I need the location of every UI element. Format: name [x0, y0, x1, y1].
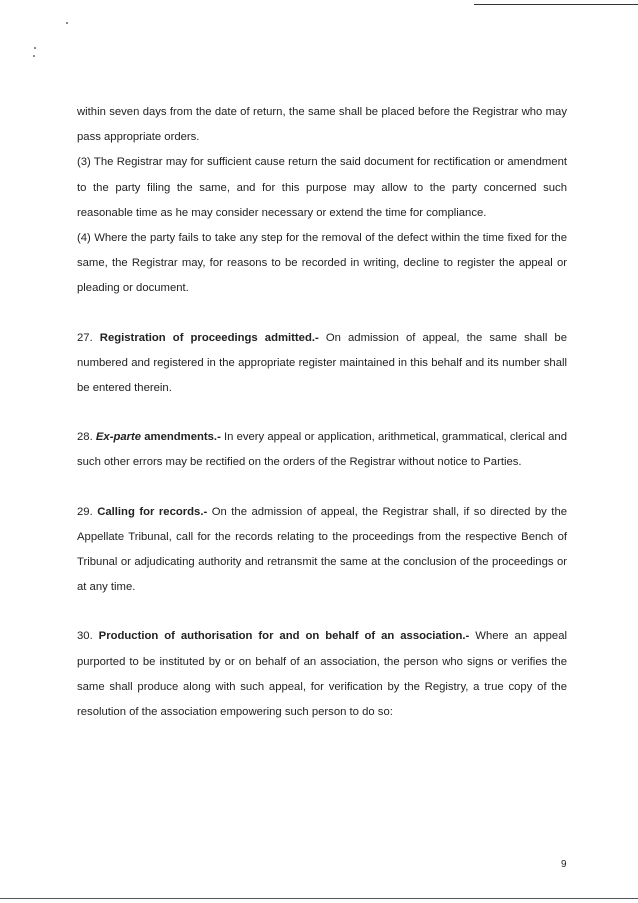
section-heading: Production of authorisation for and on behalf of an association.- [98, 630, 470, 643]
section-body: In every appeal or application, arithmetical, grammatical, clerical and such other errors may be rectified on the orders of the Registrar without notice to Parties. [77, 431, 567, 469]
section-body: Where an appeal purported to be instituted by or on behalf of an association, the person who signs or verifies the same shall produce along with such appeal, for verification by the Registry, a true copy of the resolution of the association empowering such person to do so: [77, 630, 567, 719]
section-body: On admission of appeal, the same shall be numbered and registered in the appropriate register maintained in this behalf and its number shall be entered therein. [77, 331, 567, 395]
section-number: 29. [77, 505, 98, 518]
section-number: 30. [77, 630, 99, 643]
section-28 [77, 425, 567, 475]
document-page [77, 100, 567, 725]
section-body: On the admission of appeal, the Registrar shall, if so directed by the Appellate Tribunal, call for the records relating to the proceedings from the respective Bench of Tribunal or adjudicating authority and retransmit the same at the conclusion of the proceedings or at any time. [77, 505, 568, 594]
paragraph-clause-4: (4) Where the party fails to take any step for the removal of the defect within the time fixed for the same, the Registrar may, for reasons to be recorded in writing, decline to register the appeal or pleading or document. [77, 232, 567, 295]
spacer [77, 600, 567, 624]
section-heading: Calling for records.- [97, 505, 208, 518]
paragraph-clause-3: (3) The Registrar may for sufficient cause return the said document for rectification or amendment to the party filing the same, and for this purpose may allow to the party concerned such reasonable time as he may consider necessary or extend the time for compliance. [77, 156, 567, 219]
section-27 [77, 326, 567, 402]
section-number: 27. [77, 331, 100, 344]
spacer [77, 401, 567, 425]
section-29 [77, 500, 567, 601]
section-heading-italic: Ex-parte [95, 431, 142, 444]
section-heading: amendments.- [141, 431, 221, 444]
spacer [77, 476, 567, 500]
section-heading: Registration of proceedings admitted.- [99, 331, 319, 344]
bottom-rule [0, 898, 638, 899]
top-rule [474, 4, 638, 5]
spacer [77, 302, 567, 326]
scan-speck [66, 22, 68, 24]
page-number: 9 [561, 859, 567, 870]
scan-speck [33, 55, 35, 57]
section-30 [77, 624, 567, 725]
paragraph-continuation: within seven days from the date of return, the same shall be placed before the Registrar who may pass appropriate orders. [77, 106, 567, 144]
scan-speck [34, 47, 36, 49]
section-number: 28. [77, 431, 96, 444]
